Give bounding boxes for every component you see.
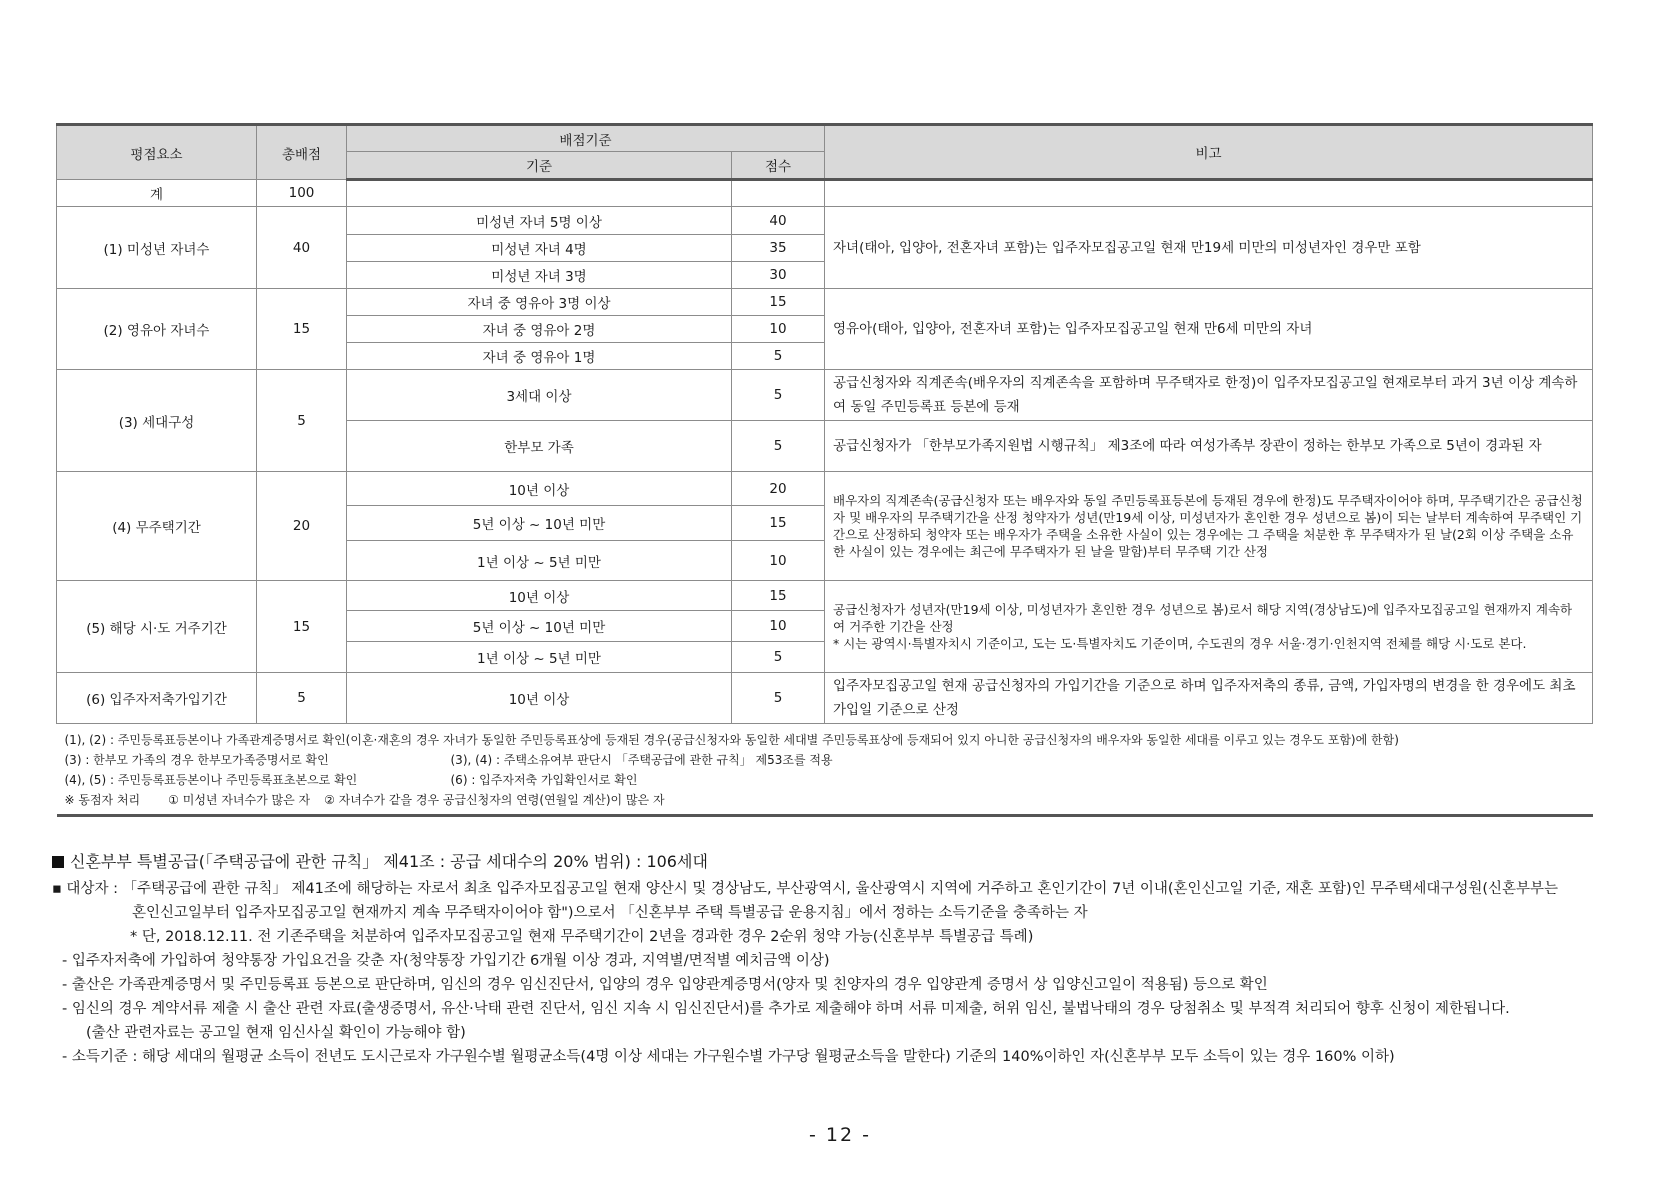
remark-cell: 공급신청자가 「한부모가족지원법 시행규칙」 제3조에 따라 여성가족부 장관이 정하는 한부모 가족으로 5년이 경과된 자 [825,421,1593,472]
table-notes [57,724,1593,816]
criteria-cell: 1년 이상 ~ 5년 미만 [347,541,732,581]
criteria-cell: 미성년 자녀 3명 [347,262,732,289]
criteria-cell: 자녀 중 영유아 3명 이상 [347,289,732,316]
residence-remark: 공급신청자가 성년자(만19세 이상, 미성년자가 혼인한 경우 성년으로 봄)로서 해당 지역(경상남도)에 입주자모집공고일 현재까지 계속하여 거주한 기간을 산정 [833,602,1573,634]
target-line-1: ▪ 대상자 : 「주택공급에 관한 규칙」 제41조에 해당하는 자로서 최초 입주자모집공고일 현재 양산시 및 경상남도, 부산광역시, 울산광역시 지역에 거주하고 혼인기간이 7년 이내(혼인신고일 기준, 재혼 포함)인 무주택세대구성원(신혼부부는 [52,881,1559,897]
table-row [57,370,1593,421]
score-cell: 35 [732,235,825,262]
bullet-4: - 소득기준 : 해당 세대의 월평균 소득이 전년도 도시근로자 가구원수별 월평균소득(4명 이상 세대는 가구원수별 가구당 월평균소득을 말한다) 기준의 140%이하인 자(신혼부부 모두 소득이 있는 경우 160% 이하) [62,1049,1395,1065]
bullet-3: - 임신의 경우 계약서류 제출 시 출산 관련 자료(출생증명서, 유산·낙태 관련 진단서, 임신 지속 시 임신진단서)를 추가로 제출해야 하며 서류 미제출, 허위 임신, 불법낙태의 경우 당첨취소 및 부적격 처리되어 향후 신청이 제한됩니다. [62,1001,1510,1017]
score-cell: 20 [732,472,825,506]
criteria-cell: 5년 이상 ~ 10년 미만 [347,611,732,642]
item-label: (5) 해당 시·도 거주기간 [57,581,257,673]
newlywed-section [52,849,1632,1069]
remark-cell: 공급신청자와 직계존속(배우자의 직계존속을 포함하며 무주택자로 한정)이 입주자모집공고일 현재로부터 과거 3년 이상 계속하여 동일 주민등록표 등본에 등재 [825,370,1593,421]
score-cell: 5 [732,370,825,421]
remark-cell: 입주자모집공고일 현재 공급신청자의 가입기간을 기준으로 하며 입주자저축의 종류, 금액, 가입자명의 변경을 한 경우에도 최초 가입일 기준으로 산정 [825,673,1593,724]
criteria-cell: 미성년 자녀 5명 이상 [347,207,732,235]
total-points: 100 [257,180,347,207]
score-cell: 5 [732,343,825,370]
bullet-1: - 입주자저축에 가입하여 청약통장 가입요건을 갖춘 자(청약통장 가입기간 6개월 이상 경과, 지역별/면적별 예치금액 이상) [62,953,830,969]
note-3a: (4), (5) : 주민등록표등본이나 주민등록표초본으로 확인 [64,773,358,787]
criteria-cell: 3세대 이상 [347,370,732,421]
item-total: 15 [257,581,347,673]
tie-break-2: ② 자녀수가 같을 경우 공급신청자의 연령(연월일 계산)이 많은 자 [324,793,665,807]
note-3b: (6) : 입주자저축 가입확인서로 확인 [450,773,638,787]
remark-cell: 영유아(태아, 입양아, 전혼자녀 포함)는 입주자모집공고일 현재 만6세 미만의 자녀 [825,289,1593,370]
item-label: (1) 미성년 자녀수 [57,207,257,289]
score-cell: 30 [732,262,825,289]
header-total: 총배점 [257,125,347,180]
score-cell: 10 [732,316,825,343]
header-score: 점수 [732,152,825,180]
scoring-table [56,123,1593,817]
score-cell: 10 [732,541,825,581]
item-total: 20 [257,472,347,581]
tie-break-1: ① 미성년 자녀수가 많은 자 [168,793,311,807]
total-label: 계 [57,180,257,207]
target-line-3: * 단, 2018.12.11. 전 기존주택을 처분하여 입주자모집공고일 현재 무주택기간이 2년을 경과한 경우 2순위 청약 가능(신혼부부 특별공급 특례) [130,929,1034,945]
item-label: (4) 무주택기간 [57,472,257,581]
score-cell: 40 [732,207,825,235]
note-1: (1), (2) : 주민등록표등본이나 가족관계증명서로 확인(이혼·재혼의 경우 자녀가 동일한 주민등록표상에 등재된 경우(공급신청자와 동일한 세대별 주민등록표상에 등재되어 있지 아니한 공급신청자의 배우자와 동일한 세대를 이루고 있는 경우도 포함)에 한함) [64,733,1399,747]
header-criteria: 기준 [347,152,732,180]
score-cell: 5 [732,421,825,472]
criteria-cell: 1년 이상 ~ 5년 미만 [347,642,732,673]
item-total: 15 [257,289,347,370]
criteria-cell: 10년 이상 [347,472,732,506]
criteria-cell: 10년 이상 [347,581,732,611]
criteria-cell: 미성년 자녀 4명 [347,235,732,262]
criteria-cell: 5년 이상 ~ 10년 미만 [347,506,732,541]
note-2b: (3), (4) : 주택소유여부 판단시 「주택공급에 관한 규칙」 제53조를 적용 [450,753,833,767]
criteria-cell: 자녀 중 영유아 1명 [347,343,732,370]
score-cell: 10 [732,611,825,642]
square-bullet-icon [52,856,64,868]
item-label: (6) 입주자저축가입기간 [57,673,257,724]
table-row [57,289,1593,316]
tie-break-label: ※ 동점자 처리 [64,793,141,807]
criteria-cell: 자녀 중 영유아 2명 [347,316,732,343]
score-cell: 15 [732,289,825,316]
criteria-cell: 한부모 가족 [347,421,732,472]
note-2a: (3) : 한부모 가족의 경우 한부모가족증명서로 확인 [64,753,329,767]
item-total: 40 [257,207,347,289]
page-number: - 12 - [809,1124,871,1146]
residence-remark-note: * 시는 광역시·특별자치시 기준이고, 도는 도·특별자치도 기준이며, 수도권의 경우 서울·경기·인천지역 전체를 해당 시·도로 본다. [833,636,1527,651]
remark-cell: 배우자의 직계존속(공급신청자 또는 배우자와 동일 주민등록표등본에 등재된 경우에 한정)도 무주택자이어야 하며, 무주택기간은 공급신청자 및 배우자의 무주택기간을 산정 청약자가 성년(만19세 이상, 미성년자가 혼인한 경우 성년으로 봄)이 되는 날부터 계속하여 무주택인 기간으로 산정하되 청약자 또는 배우자가 주택을 소유한 사실이 있는 경우에는 그 주택을 처분한 후 무주택자가 된 날(2회 이상 주택을 소유한 사실이 있는 경우에는 최근에 무주택자가 된 날을 말함)부터 무주택 기간 산정 [825,472,1593,581]
remark-cell: 자녀(태아, 입양아, 전혼자녀 포함)는 입주자모집공고일 현재 만19세 미만의 미성년자인 경우만 포함 [825,207,1593,289]
table-row [57,207,1593,235]
criteria-cell: 10년 이상 [347,673,732,724]
table-row [57,673,1593,724]
header-remark: 비고 [825,125,1593,180]
score-cell: 15 [732,506,825,541]
score-cell: 5 [732,673,825,724]
table-row [57,581,1593,611]
item-label: (2) 영유아 자녀수 [57,289,257,370]
section-title: 신혼부부 특별공급(「주택공급에 관한 규칙」 제41조 : 공급 세대수의 20% 범위) : 106세대 [70,852,708,871]
header-criteria-group: 배점기준 [347,125,825,152]
score-cell: 5 [732,642,825,673]
table-row [57,472,1593,506]
score-cell: 15 [732,581,825,611]
item-label: (3) 세대구성 [57,370,257,472]
header-item: 평점요소 [57,125,257,180]
remark-cell [825,581,1593,673]
item-total: 5 [257,673,347,724]
item-total: 5 [257,370,347,472]
target-line-2: 혼인신고일부터 입주자모집공고일 현재까지 계속 무주택자이어야 함")으로서 「신혼부부 주택 특별공급 운용지침」에서 정하는 소득기준을 충족하는 자 [132,905,1088,921]
bullet-3-cont: (출산 관련자료는 공고일 현재 임신사실 확인이 가능해야 함) [86,1025,466,1041]
bullet-2: - 출산은 가족관계증명서 및 주민등록표 등본으로 판단하며, 임신의 경우 임신진단서, 입양의 경우 입양관계증명서(양자 및 친양자의 경우 입양관계 증명서 상 입양신고일이 적용됨) 등으로 확인 [62,977,1268,993]
